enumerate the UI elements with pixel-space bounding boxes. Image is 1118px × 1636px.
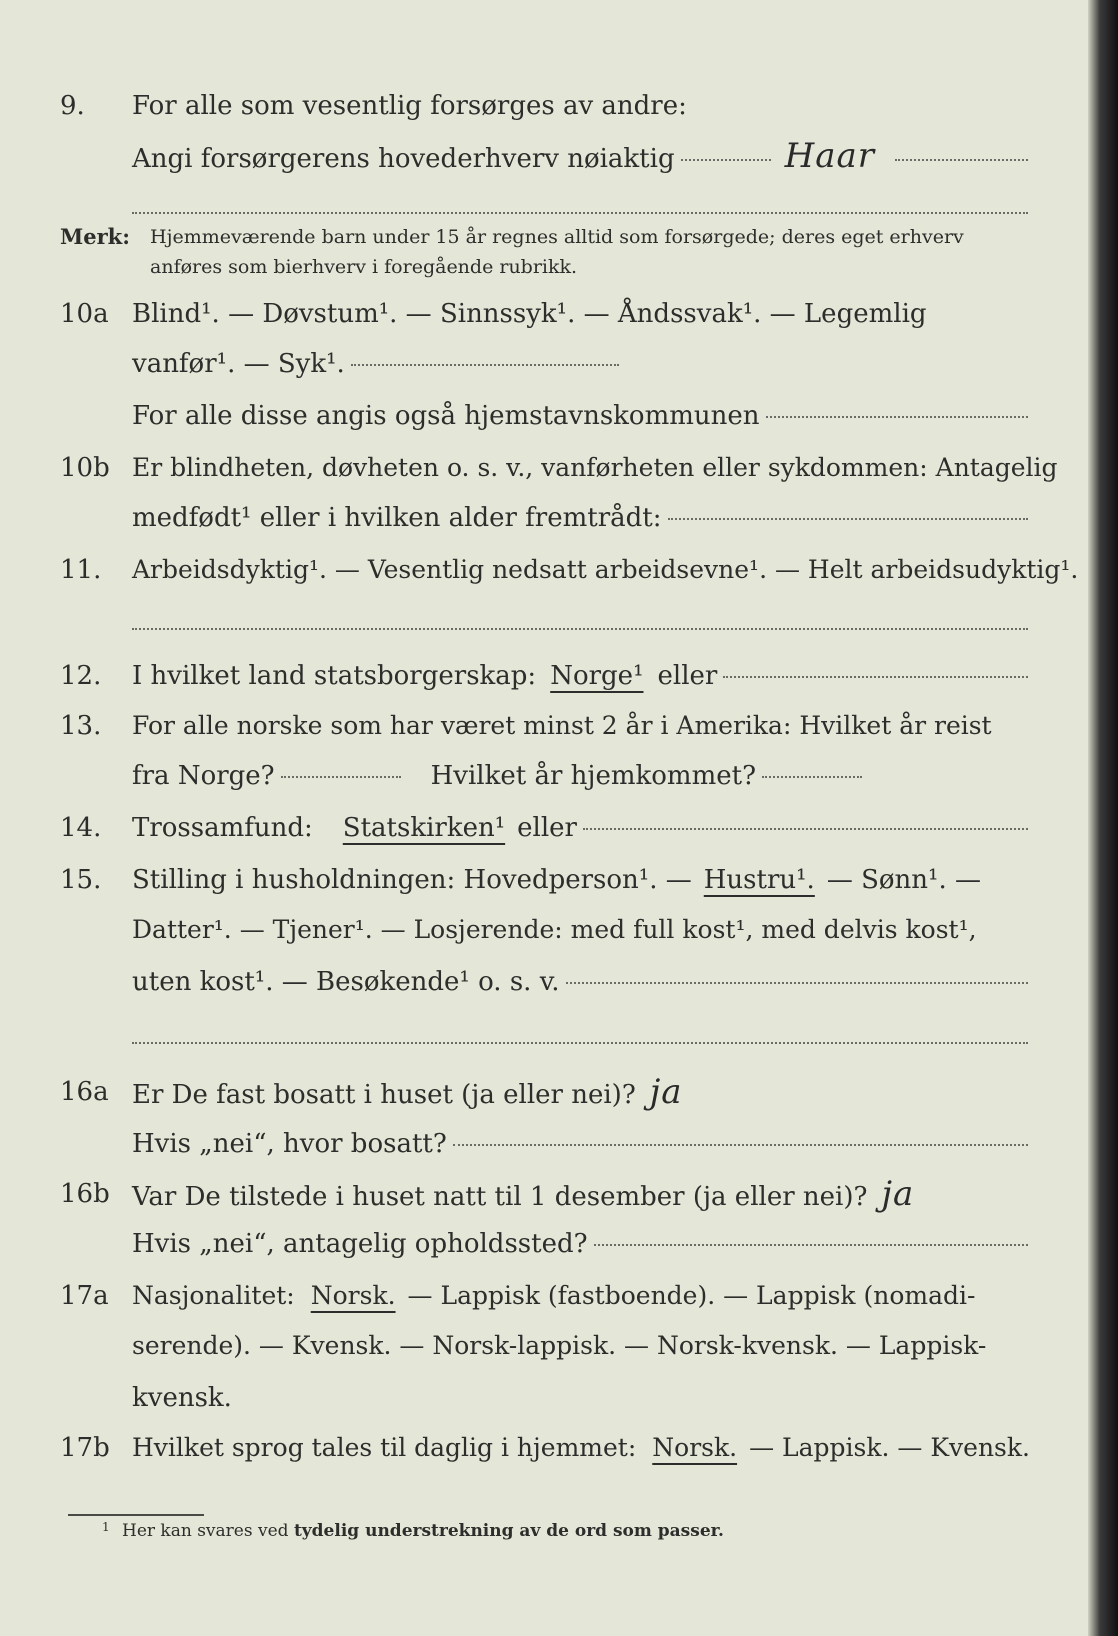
handwritten-answer: Haar: [784, 136, 876, 176]
underlined-choice: Norge¹: [550, 661, 644, 691]
question-text: Angi forsørgerens hovederhverv nøiaktig: [132, 144, 675, 174]
question-number: 16a: [60, 1077, 109, 1107]
question-text: Blind¹. — Døvstum¹. — Sinnssyk¹. — Åndssvak¹. — Legemlig: [132, 299, 927, 329]
question-number: 15.: [60, 865, 102, 895]
question-number: 10b: [60, 453, 110, 483]
question-17a-line-2: [0, 1324, 1088, 1368]
fill-line: [594, 1244, 1028, 1246]
question-text: Nasjonalitet:: [132, 1281, 295, 1310]
handwritten-answer: ja: [649, 1072, 683, 1112]
question-13-line-2: [0, 754, 1088, 798]
question-13: [0, 704, 1088, 748]
question-16b: [0, 1172, 1088, 1216]
fill-line: [583, 828, 1028, 830]
question-17a-line-3: [0, 1376, 1088, 1420]
fill-line: [766, 416, 1028, 418]
question-text: — Lappisk (fastboende). — Lappisk (nomadi-: [407, 1281, 976, 1310]
fill-line: [762, 776, 862, 778]
scan-edge: [1088, 0, 1118, 1636]
question-text: Arbeidsdyktig¹. — Vesentlig nedsatt arbeidsevne¹. — Helt arbeidsudyktig¹.: [132, 555, 1079, 584]
question-number: 10a: [60, 299, 109, 329]
fill-line: [723, 676, 1028, 678]
fill-line: [895, 159, 1028, 161]
question-number: 12.: [60, 661, 102, 691]
question-text: For alle disse angis også hjemstavnskommunen: [132, 401, 760, 431]
underlined-choice: Hustru¹.: [703, 865, 815, 895]
question-17a: [0, 1274, 1088, 1318]
note-text: Hjemmeværende barn under 15 år regnes alltid som forsørgede; deres eget erhverv anføres som bierhverv i foregående rubrikk.: [150, 226, 964, 278]
note-label: Merk:: [60, 224, 130, 249]
question-text: Datter¹. — Tjener¹. — Losjerende: med full kost¹, med delvis kost¹,: [132, 915, 977, 944]
question-number: 17b: [60, 1433, 110, 1463]
question-text: fra Norge?: [132, 761, 275, 791]
fill-line: [453, 1144, 1028, 1146]
fill-line: [351, 364, 619, 366]
fill-line: [681, 159, 771, 161]
question-text: vanfør¹. — Syk¹.: [132, 349, 345, 379]
handwritten-answer: ja: [881, 1174, 915, 1214]
question-text: serende). — Kvensk. — Norsk-lappisk. — Norsk-kvensk. — Lappisk-: [132, 1331, 987, 1360]
question-text: Hvilket sprog tales til daglig i hjemmet:: [132, 1433, 637, 1462]
question-15-line-2: [0, 908, 1088, 952]
fill-line: [281, 776, 401, 778]
question-12: [0, 654, 1088, 698]
question-text: Trossamfund:: [132, 813, 313, 843]
question-number: 17a: [60, 1281, 109, 1311]
question-9-line-2: [0, 134, 1088, 178]
question-text: Hvis „nei“, hvor bosatt?: [132, 1129, 447, 1159]
underlined-choice: Norsk.: [310, 1281, 396, 1310]
blank-fill-line: [132, 1042, 1028, 1044]
question-16a: [0, 1070, 1088, 1114]
question-9: [0, 84, 1088, 128]
footnote-text: Her kan svares ved: [122, 1521, 289, 1541]
question-15: [0, 858, 1088, 902]
question-10a-line-2: [0, 342, 1088, 386]
blank-fill-line: [132, 212, 1028, 214]
underlined-choice: Statskirken¹: [342, 813, 506, 843]
question-11: [0, 548, 1088, 592]
question-text: uten kost¹. — Besøkende¹ o. s. v.: [132, 967, 560, 997]
question-10b-line-2: [0, 496, 1088, 540]
question-text: Er De fast bosatt i huset (ja eller nei)?: [132, 1080, 636, 1110]
question-text: I hvilket land statsborgerskap:: [132, 661, 537, 691]
underlined-choice: Norsk.: [652, 1433, 738, 1462]
question-16a-line-2: [0, 1122, 1088, 1166]
fill-line: [566, 982, 1028, 984]
question-text: Hvis „nei“, antagelig opholdssted?: [132, 1229, 588, 1259]
footnote-emphasis: tydelig understrekning av de ord som passer.: [293, 1521, 724, 1541]
question-text: medfødt¹ eller i hvilken alder fremtrådt:: [132, 503, 662, 533]
question-number: 13.: [60, 711, 102, 741]
fill-line: [668, 518, 1029, 520]
question-text: Hvilket år hjemkommet?: [430, 761, 757, 791]
question-text: — Sønn¹. —: [826, 865, 981, 895]
footnote: [122, 1516, 724, 1546]
question-14: [0, 806, 1088, 850]
question-text: For alle norske som har været minst 2 år i Amerika: Hvilket år reist: [132, 711, 992, 740]
question-17b: [0, 1426, 1088, 1470]
question-number: 14.: [60, 813, 102, 843]
blank-fill-line: [132, 628, 1028, 630]
question-text: eller: [517, 813, 577, 843]
question-text: eller: [657, 661, 718, 691]
question-text: Var De tilstede i huset natt til 1 desember (ja eller nei)?: [132, 1182, 868, 1212]
question-10a-line-3: [0, 394, 1088, 438]
question-text: Stilling i husholdningen: Hovedperson¹. —: [132, 865, 692, 895]
question-10b: [0, 446, 1088, 490]
question-number: 11.: [60, 555, 102, 585]
question-text: kvensk.: [132, 1383, 232, 1413]
footnote-mark: 1: [102, 1520, 110, 1534]
question-text: — Lappisk. — Kvensk.: [749, 1433, 1030, 1462]
question-10a: [0, 292, 1088, 336]
question-text: Er blindheten, døvheten o. s. v., vanførheten eller sykdommen: Antagelig: [132, 453, 1058, 482]
question-number: 9.: [60, 91, 85, 121]
question-number: 16b: [60, 1179, 110, 1209]
question-16b-line-2: [0, 1222, 1088, 1266]
question-15-line-3: [0, 960, 1088, 1004]
question-text: For alle som vesentlig forsørges av andre:: [132, 91, 687, 121]
